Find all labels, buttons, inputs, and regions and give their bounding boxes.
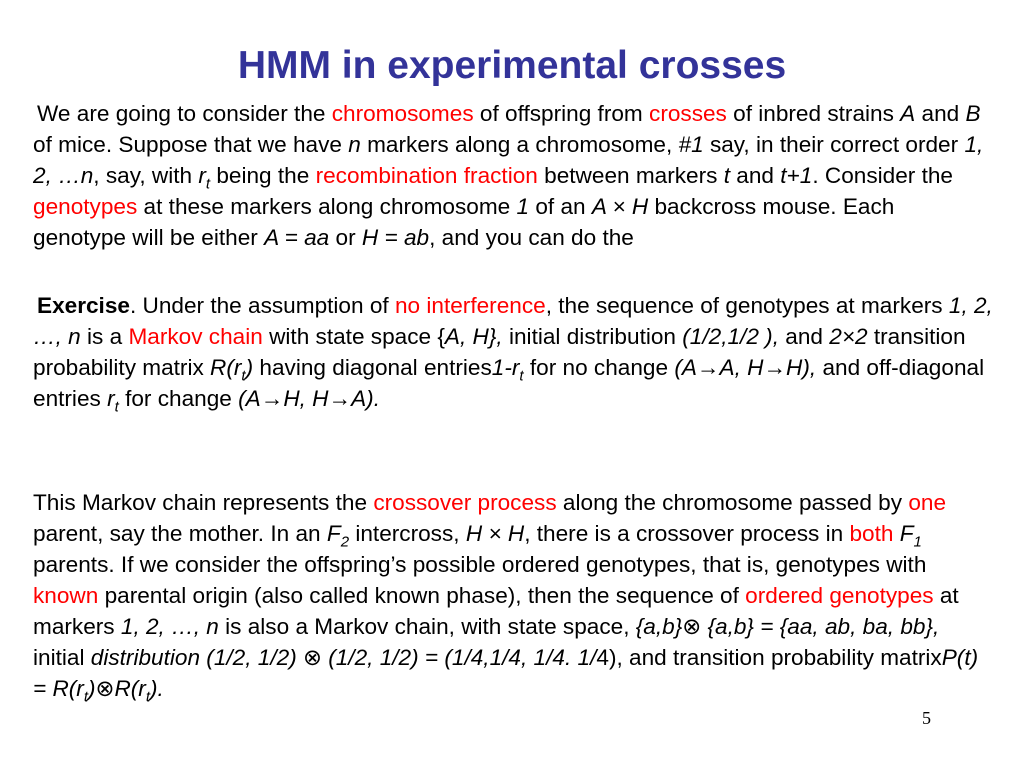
exercise-paragraph: Exercise. Under the assumption of no interference, the sequence of genotypes at markers 1, 2, …, n is a Markov chain with state space {A, H}, initial distribution (1/2,1/2 ), and 2×2 transition probability matrix $R(r_t)$ having diagonal $entries1-r_t$ for no change (A→A, H→H), and off-diagonal entries $r_t$ for change (A→H, H→A).: [33, 293, 993, 416]
slide-number: 5: [922, 708, 931, 728]
intro-paragraph: We are going to consider the chromosomes of offspring from crosses of inbred strains A and B of mice. Suppose that we have n markers along a chromosome, #1 say, in their correct order 1, 2, …n, say, with $r_t$ being the recombination fraction between markers t and t+1. Consider the genotypes at these markers along chromosome 1 of an A × H backcross mouse. Each genotype will be either A = aa or H = ab, and you can do the: [33, 101, 984, 250]
markov-chain-paragraph: This Markov chain represents the crossover process along the chromosome passed by one parent, say the mother. In an $F_2$ intercross, H × H, there is a crossover process in both $F_1$ parents. If we consider the offspring’s possible ordered genotypes, that is, genotypes with known parental origin (also called known phase), then the sequence of ordered genotypes at markers 1, 2, …, n is also a Markov chain, with state space, {a,b}⊗ {a,b} = {aa, ab, ba, bb}, initial distribution (1/2, 1/2) ⊗ (1/2, 1/2) = (1/4,1/4, 1/4. 1/4), and transition probability matrixP(t) = $R(r_t)\otimes R(r_t)$.: [33, 490, 979, 706]
slide-title: HMM in experimental crosses: [237, 44, 787, 87]
